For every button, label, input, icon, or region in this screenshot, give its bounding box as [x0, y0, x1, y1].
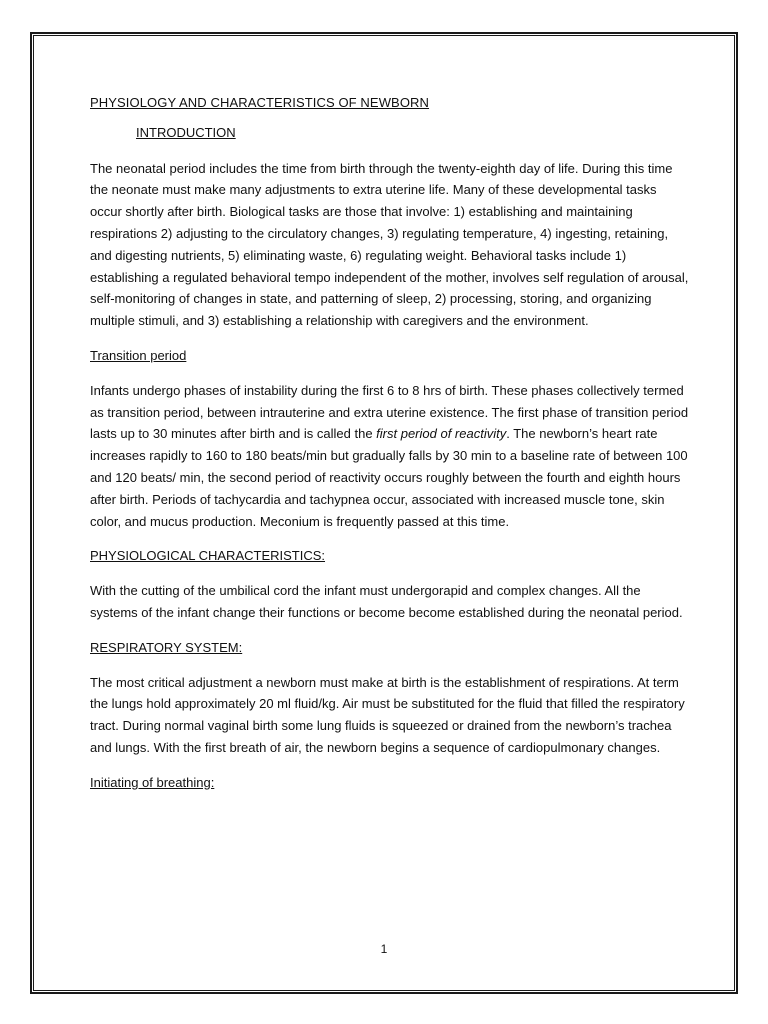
initiating-breathing-heading: Initiating of breathing: [90, 774, 215, 790]
respiratory-system-heading: RESPIRATORY SYSTEM: [90, 639, 243, 655]
transition-period-paragraph [90, 380, 690, 533]
physiological-characteristics-paragraph: With the cutting of the umbilical cord the infant must undergorapid and complex changes. All the systems of the infant change their functions or become become established during the neonatal period. [90, 583, 683, 620]
respiratory-system-paragraph: The most critical adjustment a newborn must make at birth is the establishment of respirations. At term the lungs hold approximately 20 ml fluid/kg. Air must be substituted for the fluid that filled the respiratory tract. During normal vaginal birth some lung fluids is squeezed or drained from the newborn’s trachea and lungs. With the first breath of air, the newborn begins a sequence of cardiopulmonary changes. [90, 674, 685, 755]
first-period-of-reactivity-term: first period of reactivity [376, 426, 507, 442]
physiological-characteristics-heading: PHYSIOLOGICAL CHARACTERISTICS: [90, 548, 326, 564]
transition-text-part-2: . The newborn’s heart rate increases rapidly to 160 to 180 beats/min but gradually falls by 30 min to a baseline rate of between 100 and 120 beats/ min, the second period of reactivity occurs roughly between the fourth and eighth hours after birth. Periods of tachycardia and tachypnea occur, associated with increased muscle tone, skin color, and mucus production. Meconium is frequently passed at this time. [90, 426, 688, 529]
transition-text-part-1: Infants undergo phases of instability during the first 6 to 8 hrs of birth. These phases collectively termed as transition period, between intrauterine and extra uterine existence. The first phase of transition period lasts up to 30 minutes after birth and is called the [90, 382, 689, 442]
transition-period-heading: Transition period [90, 347, 187, 363]
document-body [90, 92, 690, 807]
introduction-heading: INTRODUCTION [136, 124, 236, 140]
page-number: 1 [380, 942, 388, 956]
introduction-paragraph: The neonatal period includes the time from birth through the twenty-eighth day of life. During this time the neonate must make many adjustments to extra uterine life. Many of these developmental tasks occur shortly after birth. Biological tasks are those that involve: 1) establishing and maintaining respirations 2) adjusting to the circulatory changes, 3) regulating temperature, 4) ingesting, retaining, and digesting nutrients, 5) eliminating waste, 6) regulating weight. Behavioral tasks include 1) establishing a regulated behavioral tempo independent of the mother, involves self regulation of arousal, self-monitoring of changes in state, and patterning of sleep, 2) processing, storing, and organizing multiple stimuli, and 3) establishing a relationship with caregivers and the environment. [90, 160, 689, 329]
document-title: PHYSIOLOGY AND CHARACTERISTICS OF NEWBORN [90, 95, 430, 110]
